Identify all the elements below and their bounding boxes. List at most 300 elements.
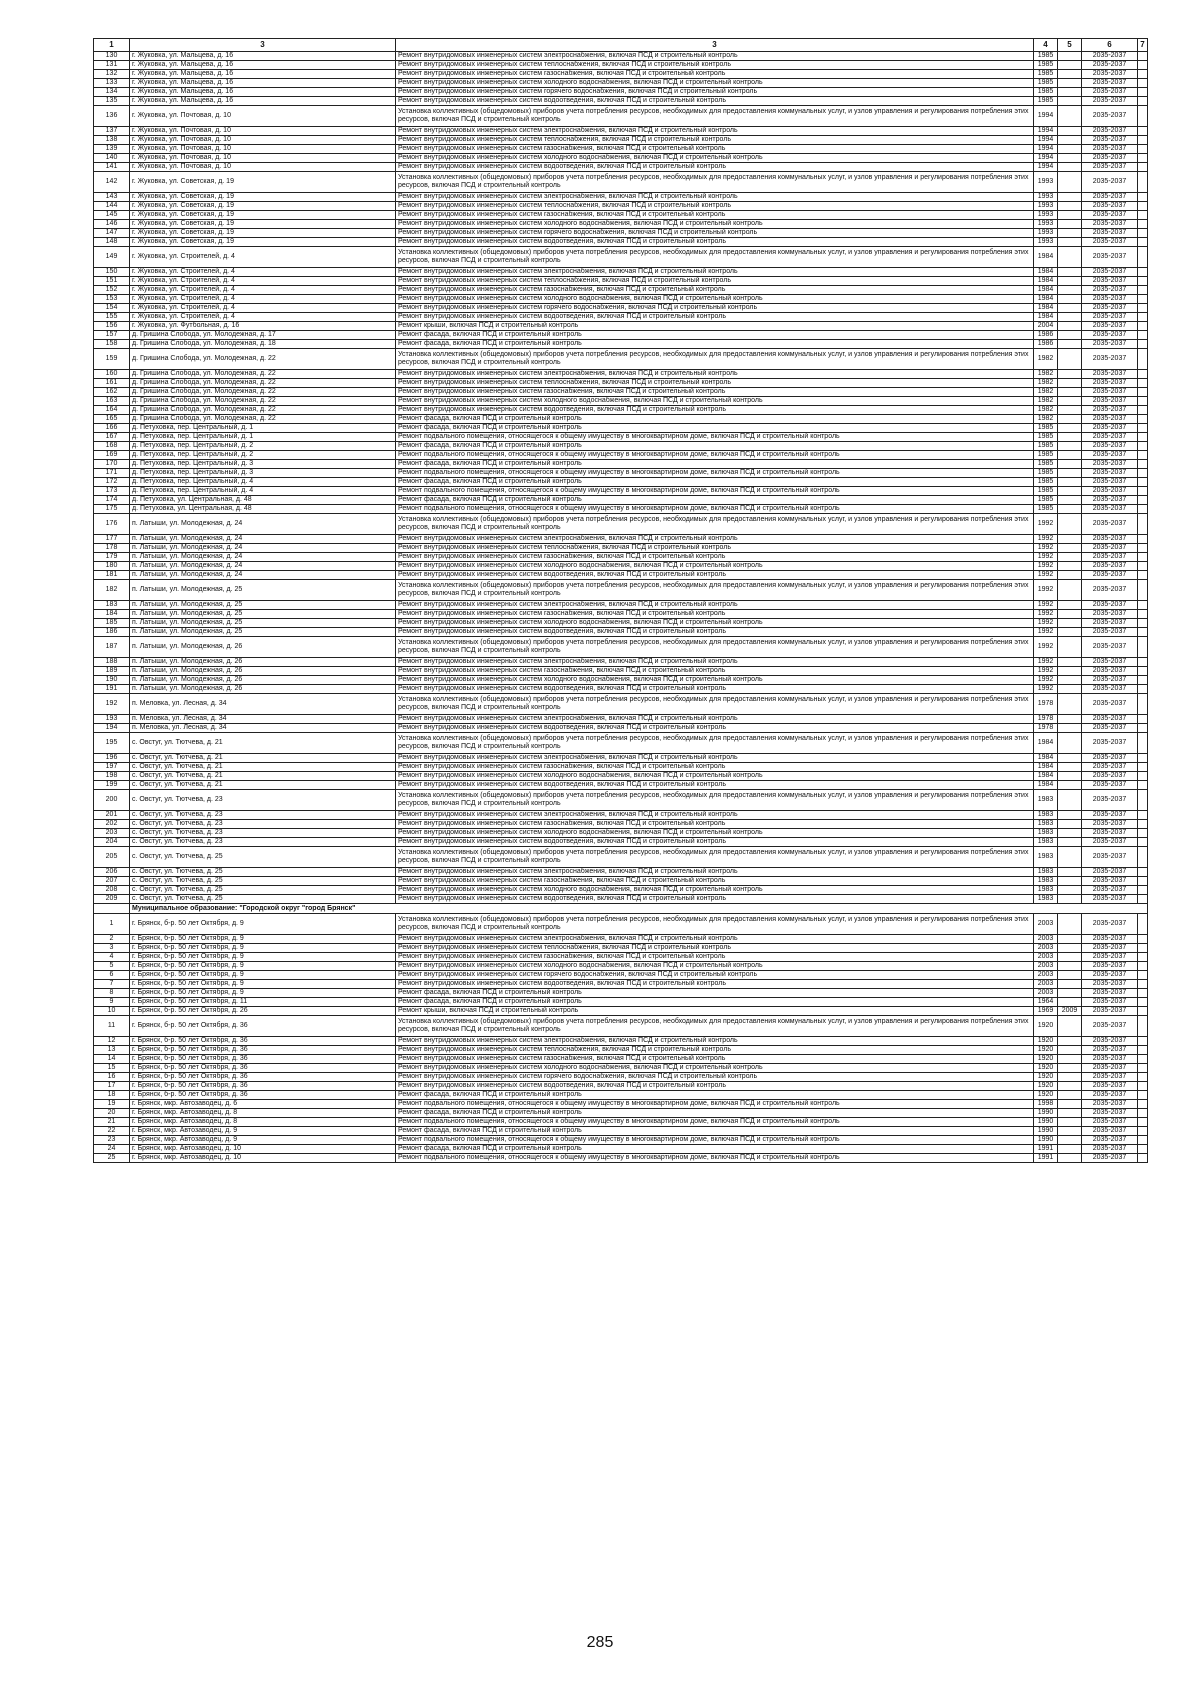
extra-cell bbox=[1138, 487, 1148, 496]
year-built-cell: 1983 bbox=[1034, 847, 1058, 868]
planned-period-cell: 2035-2037 bbox=[1082, 1100, 1138, 1109]
table-row bbox=[94, 1127, 1148, 1136]
work-type-cell: Ремонт внутридомовых инженерных систем водоотведения, включая ПСД и строительный контроль bbox=[396, 781, 1034, 790]
table-row bbox=[94, 953, 1148, 962]
planned-period-cell: 2035-2037 bbox=[1082, 136, 1138, 145]
work-type-cell: Установка коллективных (общедомовых) приборов учета потребления ресурсов, необходимых для предоставления коммунальных услуг, и узлов управления и регулирования потребления этих ресурсов, включая ПСД и строительный контроль bbox=[396, 1016, 1034, 1037]
last-repair-year-cell bbox=[1058, 106, 1082, 127]
planned-period-cell: 2035-2037 bbox=[1082, 451, 1138, 460]
last-repair-year-cell bbox=[1058, 667, 1082, 676]
planned-period-cell: 2035-2037 bbox=[1082, 989, 1138, 998]
extra-cell bbox=[1138, 535, 1148, 544]
last-repair-year-cell bbox=[1058, 247, 1082, 268]
year-built-cell: 1978 bbox=[1034, 715, 1058, 724]
planned-period-cell: 2035-2037 bbox=[1082, 268, 1138, 277]
work-type-cell: Ремонт внутридомовых инженерных систем горячего водоснабжения, включая ПСД и строительный контроль bbox=[396, 1073, 1034, 1082]
table-row bbox=[94, 790, 1148, 811]
extra-cell bbox=[1138, 88, 1148, 97]
planned-period-cell: 2035-2037 bbox=[1082, 953, 1138, 962]
row-number-cell: 177 bbox=[94, 535, 130, 544]
year-built-cell: 1994 bbox=[1034, 136, 1058, 145]
year-built-cell: 1985 bbox=[1034, 424, 1058, 433]
address-cell: п. Латыши, ул. Молодежная, д. 26 bbox=[130, 637, 396, 658]
year-built-cell: 1920 bbox=[1034, 1082, 1058, 1091]
extra-cell bbox=[1138, 313, 1148, 322]
last-repair-year-cell bbox=[1058, 397, 1082, 406]
row-number-cell: 1 bbox=[94, 914, 130, 935]
extra-cell bbox=[1138, 971, 1148, 980]
last-repair-year-cell bbox=[1058, 505, 1082, 514]
work-type-cell: Ремонт внутридомовых инженерных систем водоотведения, включая ПСД и строительный контроль bbox=[396, 838, 1034, 847]
extra-cell bbox=[1138, 424, 1148, 433]
row-number-cell: 16 bbox=[94, 1073, 130, 1082]
row-number-cell: 208 bbox=[94, 886, 130, 895]
extra-cell bbox=[1138, 838, 1148, 847]
last-repair-year-cell bbox=[1058, 415, 1082, 424]
table-row bbox=[94, 829, 1148, 838]
row-number-cell: 144 bbox=[94, 202, 130, 211]
row-number-cell: 141 bbox=[94, 163, 130, 172]
address-cell: г. Жуковка, ул. Строителей, д. 4 bbox=[130, 295, 396, 304]
table-row bbox=[94, 544, 1148, 553]
table-row bbox=[94, 1109, 1148, 1118]
table-row bbox=[94, 340, 1148, 349]
planned-period-cell: 2035-2037 bbox=[1082, 154, 1138, 163]
year-built-cell: 1990 bbox=[1034, 1127, 1058, 1136]
work-type-cell: Ремонт фасада, включая ПСД и строительный контроль bbox=[396, 478, 1034, 487]
planned-period-cell: 2035-2037 bbox=[1082, 163, 1138, 172]
address-cell: с. Овстуг, ул. Тютчева, д. 23 bbox=[130, 811, 396, 820]
year-built-cell: 1984 bbox=[1034, 286, 1058, 295]
planned-period-cell: 2035-2037 bbox=[1082, 763, 1138, 772]
year-built-cell: 1992 bbox=[1034, 610, 1058, 619]
year-built-cell: 1993 bbox=[1034, 238, 1058, 247]
address-cell: г. Брянск, б-р. 50 лет Октября, д. 9 bbox=[130, 971, 396, 980]
year-built-cell: 1984 bbox=[1034, 781, 1058, 790]
work-type-cell: Ремонт внутридомовых инженерных систем холодного водоснабжения, включая ПСД и строительный контроль bbox=[396, 619, 1034, 628]
work-type-cell: Ремонт внутридомовых инженерных систем водоотведения, включая ПСД и строительный контроль bbox=[396, 406, 1034, 415]
year-built-cell: 1982 bbox=[1034, 349, 1058, 370]
year-built-cell: 1985 bbox=[1034, 496, 1058, 505]
row-number-cell: 3 bbox=[94, 944, 130, 953]
address-cell: с. Овстуг, ул. Тютчева, д. 25 bbox=[130, 886, 396, 895]
row-number-cell: 146 bbox=[94, 220, 130, 229]
work-type-cell: Ремонт внутридомовых инженерных систем электроснабжения, включая ПСД и строительный контроль bbox=[396, 715, 1034, 724]
last-repair-year-cell bbox=[1058, 229, 1082, 238]
table-row bbox=[94, 886, 1148, 895]
extra-cell bbox=[1138, 79, 1148, 88]
work-type-cell: Ремонт фасада, включая ПСД и строительный контроль bbox=[396, 331, 1034, 340]
row-number-cell: 168 bbox=[94, 442, 130, 451]
row-number-cell: 22 bbox=[94, 1127, 130, 1136]
extra-cell bbox=[1138, 277, 1148, 286]
year-built-cell: 2003 bbox=[1034, 980, 1058, 989]
extra-cell bbox=[1138, 1154, 1148, 1163]
work-type-cell: Ремонт внутридомовых инженерных систем газоснабжения, включая ПСД и строительный контроль bbox=[396, 667, 1034, 676]
year-built-cell: 1985 bbox=[1034, 478, 1058, 487]
work-type-cell: Ремонт внутридомовых инженерных систем электроснабжения, включая ПСД и строительный контроль bbox=[396, 1037, 1034, 1046]
last-repair-year-cell bbox=[1058, 460, 1082, 469]
row-number-cell: 197 bbox=[94, 763, 130, 772]
last-repair-year-cell bbox=[1058, 193, 1082, 202]
planned-period-cell: 2035-2037 bbox=[1082, 619, 1138, 628]
row-number-cell: 10 bbox=[94, 1007, 130, 1016]
planned-period-cell: 2035-2037 bbox=[1082, 442, 1138, 451]
work-type-cell: Ремонт внутридомовых инженерных систем водоотведения, включая ПСД и строительный контроль bbox=[396, 895, 1034, 904]
work-type-cell: Ремонт фасада, включая ПСД и строительный контроль bbox=[396, 1091, 1034, 1100]
section-title: Муниципальное образование: "Городской округ "город Брянск" bbox=[130, 904, 1148, 914]
planned-period-cell: 2035-2037 bbox=[1082, 980, 1138, 989]
table-row bbox=[94, 601, 1148, 610]
planned-period-cell: 2035-2037 bbox=[1082, 487, 1138, 496]
extra-cell bbox=[1138, 349, 1148, 370]
last-repair-year-cell bbox=[1058, 1118, 1082, 1127]
planned-period-cell: 2035-2037 bbox=[1082, 460, 1138, 469]
planned-period-cell: 2035-2037 bbox=[1082, 895, 1138, 904]
year-built-cell: 1983 bbox=[1034, 820, 1058, 829]
year-built-cell: 1992 bbox=[1034, 580, 1058, 601]
table-row bbox=[94, 980, 1148, 989]
extra-cell bbox=[1138, 340, 1148, 349]
table-row bbox=[94, 1037, 1148, 1046]
table-row bbox=[94, 811, 1148, 820]
address-cell: д. Петуховка, пер. Центральный, д. 3 bbox=[130, 469, 396, 478]
work-type-cell: Ремонт подвального помещения, относящегося к общему имуществу в многоквартирном доме, включая ПСД и строительный контроль bbox=[396, 1118, 1034, 1127]
address-cell: с. Овстуг, ул. Тютчева, д. 23 bbox=[130, 838, 396, 847]
extra-cell bbox=[1138, 442, 1148, 451]
year-built-cell: 1984 bbox=[1034, 772, 1058, 781]
last-repair-year-cell bbox=[1058, 580, 1082, 601]
extra-cell bbox=[1138, 193, 1148, 202]
table-row bbox=[94, 1154, 1148, 1163]
year-built-cell: 1993 bbox=[1034, 220, 1058, 229]
row-number-cell: 25 bbox=[94, 1154, 130, 1163]
address-cell: г. Брянск, б-р. 50 лет Октября, д. 36 bbox=[130, 1091, 396, 1100]
work-type-cell: Ремонт внутридомовых инженерных систем холодного водоснабжения, включая ПСД и строительный контроль bbox=[396, 962, 1034, 971]
year-built-cell: 2003 bbox=[1034, 935, 1058, 944]
planned-period-cell: 2035-2037 bbox=[1082, 1118, 1138, 1127]
address-cell: д. Петуховка, пер. Центральный, д. 3 bbox=[130, 460, 396, 469]
last-repair-year-cell bbox=[1058, 1127, 1082, 1136]
planned-period-cell: 2035-2037 bbox=[1082, 211, 1138, 220]
table-row bbox=[94, 935, 1148, 944]
address-cell: г. Жуковка, ул. Мальцева, д. 16 bbox=[130, 52, 396, 61]
last-repair-year-cell bbox=[1058, 676, 1082, 685]
row-number-cell: 201 bbox=[94, 811, 130, 820]
last-repair-year-cell bbox=[1058, 829, 1082, 838]
planned-period-cell: 2035-2037 bbox=[1082, 820, 1138, 829]
table-row bbox=[94, 1064, 1148, 1073]
extra-cell bbox=[1138, 322, 1148, 331]
last-repair-year-cell bbox=[1058, 553, 1082, 562]
row-number-cell: 190 bbox=[94, 676, 130, 685]
planned-period-cell: 2035-2037 bbox=[1082, 415, 1138, 424]
work-type-cell: Ремонт внутридомовых инженерных систем холодного водоснабжения, включая ПСД и строительный контроль bbox=[396, 829, 1034, 838]
last-repair-year-cell bbox=[1058, 322, 1082, 331]
last-repair-year-cell bbox=[1058, 1016, 1082, 1037]
work-type-cell: Ремонт подвального помещения, относящегося к общему имуществу в многоквартирном доме, включая ПСД и строительный контроль bbox=[396, 505, 1034, 514]
planned-period-cell: 2035-2037 bbox=[1082, 868, 1138, 877]
extra-cell bbox=[1138, 220, 1148, 229]
year-built-cell: 1920 bbox=[1034, 1055, 1058, 1064]
last-repair-year-cell bbox=[1058, 820, 1082, 829]
table-row bbox=[94, 79, 1148, 88]
planned-period-cell: 2035-2037 bbox=[1082, 172, 1138, 193]
extra-cell bbox=[1138, 1073, 1148, 1082]
address-cell: г. Жуковка, ул. Футбольная, д. 16 bbox=[130, 322, 396, 331]
table-row bbox=[94, 658, 1148, 667]
table-row bbox=[94, 877, 1148, 886]
work-type-cell: Установка коллективных (общедомовых) приборов учета потребления ресурсов, необходимых для предоставления коммунальных услуг, и узлов управления и регулирования потребления этих ресурсов, включая ПСД и строительный контроль bbox=[396, 637, 1034, 658]
address-cell: г. Жуковка, ул. Строителей, д. 4 bbox=[130, 268, 396, 277]
last-repair-year-cell bbox=[1058, 535, 1082, 544]
last-repair-year-cell bbox=[1058, 1091, 1082, 1100]
address-cell: г. Жуковка, ул. Мальцева, д. 16 bbox=[130, 70, 396, 79]
work-type-cell: Установка коллективных (общедомовых) приборов учета потребления ресурсов, необходимых для предоставления коммунальных услуг, и узлов управления и регулирования потребления этих ресурсов, включая ПСД и строительный контроль bbox=[396, 514, 1034, 535]
extra-cell bbox=[1138, 415, 1148, 424]
work-type-cell: Ремонт внутридомовых инженерных систем газоснабжения, включая ПСД и строительный контроль bbox=[396, 1055, 1034, 1064]
address-cell: г. Жуковка, ул. Советская, д. 19 bbox=[130, 220, 396, 229]
work-type-cell: Ремонт внутридомовых инженерных систем теплоснабжения, включая ПСД и строительный контроль bbox=[396, 61, 1034, 70]
extra-cell bbox=[1138, 202, 1148, 211]
planned-period-cell: 2035-2037 bbox=[1082, 388, 1138, 397]
planned-period-cell: 2035-2037 bbox=[1082, 790, 1138, 811]
work-type-cell: Установка коллективных (общедомовых) приборов учета потребления ресурсов, необходимых для предоставления коммунальных услуг, и узлов управления и регулирования потребления этих ресурсов, включая ПСД и строительный контроль bbox=[396, 349, 1034, 370]
extra-cell bbox=[1138, 1145, 1148, 1154]
extra-cell bbox=[1138, 580, 1148, 601]
last-repair-year-cell bbox=[1058, 914, 1082, 935]
last-repair-year-cell bbox=[1058, 268, 1082, 277]
work-type-cell: Ремонт фасада, включая ПСД и строительный контроль bbox=[396, 1145, 1034, 1154]
row-number-cell: 156 bbox=[94, 322, 130, 331]
planned-period-cell: 2035-2037 bbox=[1082, 229, 1138, 238]
table-row bbox=[94, 944, 1148, 953]
row-number-cell: 153 bbox=[94, 295, 130, 304]
table-row bbox=[94, 1073, 1148, 1082]
work-type-cell: Ремонт внутридомовых инженерных систем теплоснабжения, включая ПСД и строительный контроль bbox=[396, 202, 1034, 211]
row-number-cell: 179 bbox=[94, 553, 130, 562]
planned-period-cell: 2035-2037 bbox=[1082, 286, 1138, 295]
extra-cell bbox=[1138, 811, 1148, 820]
table-row bbox=[94, 772, 1148, 781]
work-type-cell: Ремонт внутридомовых инженерных систем газоснабжения, включая ПСД и строительный контроль bbox=[396, 763, 1034, 772]
row-number-cell: 136 bbox=[94, 106, 130, 127]
row-number-cell: 181 bbox=[94, 571, 130, 580]
year-built-cell: 1985 bbox=[1034, 487, 1058, 496]
last-repair-year-cell bbox=[1058, 1136, 1082, 1145]
table-row bbox=[94, 1046, 1148, 1055]
row-number-cell: 175 bbox=[94, 505, 130, 514]
row-number-cell: 6 bbox=[94, 971, 130, 980]
header-cell: 3 bbox=[130, 39, 396, 52]
address-cell: д. Петуховка, пер. Центральный, д. 4 bbox=[130, 478, 396, 487]
extra-cell bbox=[1138, 1064, 1148, 1073]
last-repair-year-cell bbox=[1058, 628, 1082, 637]
planned-period-cell: 2035-2037 bbox=[1082, 1016, 1138, 1037]
planned-period-cell: 2035-2037 bbox=[1082, 553, 1138, 562]
last-repair-year-cell bbox=[1058, 52, 1082, 61]
table-row bbox=[94, 61, 1148, 70]
last-repair-year-cell bbox=[1058, 935, 1082, 944]
address-cell: с. Овстуг, ул. Тютчева, д. 25 bbox=[130, 847, 396, 868]
table-row bbox=[94, 820, 1148, 829]
row-number-cell: 157 bbox=[94, 331, 130, 340]
address-cell: г. Брянск, б-р. 50 лет Октября, д. 36 bbox=[130, 1073, 396, 1082]
last-repair-year-cell bbox=[1058, 70, 1082, 79]
row-number-cell: 23 bbox=[94, 1136, 130, 1145]
year-built-cell: 1992 bbox=[1034, 628, 1058, 637]
planned-period-cell: 2035-2037 bbox=[1082, 1145, 1138, 1154]
row-number-cell: 174 bbox=[94, 496, 130, 505]
table-row bbox=[94, 1118, 1148, 1127]
planned-period-cell: 2035-2037 bbox=[1082, 998, 1138, 1007]
extra-cell bbox=[1138, 544, 1148, 553]
year-built-cell: 1985 bbox=[1034, 97, 1058, 106]
address-cell: с. Овстуг, ул. Тютчева, д. 23 bbox=[130, 790, 396, 811]
address-cell: с. Овстуг, ул. Тютчева, д. 23 bbox=[130, 829, 396, 838]
year-built-cell: 1986 bbox=[1034, 340, 1058, 349]
table-row bbox=[94, 914, 1148, 935]
year-built-cell: 1983 bbox=[1034, 790, 1058, 811]
extra-cell bbox=[1138, 331, 1148, 340]
year-built-cell: 2003 bbox=[1034, 962, 1058, 971]
row-number-cell: 200 bbox=[94, 790, 130, 811]
address-cell: г. Жуковка, ул. Советская, д. 19 bbox=[130, 202, 396, 211]
extra-cell bbox=[1138, 286, 1148, 295]
last-repair-year-cell bbox=[1058, 127, 1082, 136]
year-built-cell: 1985 bbox=[1034, 442, 1058, 451]
extra-cell bbox=[1138, 163, 1148, 172]
last-repair-year-cell bbox=[1058, 370, 1082, 379]
address-cell: г. Брянск, мкр. Автозаводец, д. 6 bbox=[130, 1100, 396, 1109]
planned-period-cell: 2035-2037 bbox=[1082, 1037, 1138, 1046]
work-type-cell: Ремонт крыши, включая ПСД и строительный контроль bbox=[396, 322, 1034, 331]
last-repair-year-cell bbox=[1058, 97, 1082, 106]
planned-period-cell: 2035-2037 bbox=[1082, 580, 1138, 601]
work-type-cell: Ремонт внутридомовых инженерных систем холодного водоснабжения, включая ПСД и строительный контроль bbox=[396, 772, 1034, 781]
extra-cell bbox=[1138, 658, 1148, 667]
row-number-cell: 164 bbox=[94, 406, 130, 415]
table-row bbox=[94, 1016, 1148, 1037]
table-row bbox=[94, 838, 1148, 847]
year-built-cell: 1982 bbox=[1034, 415, 1058, 424]
year-built-cell: 1992 bbox=[1034, 601, 1058, 610]
row-number-cell: 145 bbox=[94, 211, 130, 220]
extra-cell bbox=[1138, 877, 1148, 886]
extra-cell bbox=[1138, 1091, 1148, 1100]
work-type-cell: Ремонт подвального помещения, относящегося к общему имуществу в многоквартирном доме, включая ПСД и строительный контроль bbox=[396, 469, 1034, 478]
table-row bbox=[94, 304, 1148, 313]
row-number-cell: 5 bbox=[94, 962, 130, 971]
last-repair-year-cell bbox=[1058, 562, 1082, 571]
table-row bbox=[94, 247, 1148, 268]
last-repair-year-cell bbox=[1058, 685, 1082, 694]
address-cell: с. Овстуг, ул. Тютчева, д. 21 bbox=[130, 754, 396, 763]
planned-period-cell: 2035-2037 bbox=[1082, 772, 1138, 781]
planned-period-cell: 2035-2037 bbox=[1082, 847, 1138, 868]
planned-period-cell: 2035-2037 bbox=[1082, 70, 1138, 79]
table-row bbox=[94, 553, 1148, 562]
address-cell: д. Гришина Слобода, ул. Молодежная, д. 22 bbox=[130, 379, 396, 388]
extra-cell bbox=[1138, 514, 1148, 535]
year-built-cell: 1964 bbox=[1034, 998, 1058, 1007]
planned-period-cell: 2035-2037 bbox=[1082, 838, 1138, 847]
address-cell: д. Гришина Слобода, ул. Молодежная, д. 18 bbox=[130, 340, 396, 349]
year-built-cell: 1984 bbox=[1034, 295, 1058, 304]
planned-period-cell: 2035-2037 bbox=[1082, 667, 1138, 676]
table-row bbox=[94, 628, 1148, 637]
row-number-cell: 194 bbox=[94, 724, 130, 733]
address-cell: г. Брянск, мкр. Автозаводец, д. 10 bbox=[130, 1145, 396, 1154]
last-repair-year-cell bbox=[1058, 658, 1082, 667]
address-cell: п. Латыши, ул. Молодежная, д. 24 bbox=[130, 571, 396, 580]
extra-cell bbox=[1138, 238, 1148, 247]
work-type-cell: Ремонт внутридомовых инженерных систем водоотведения, включая ПСД и строительный контроль bbox=[396, 628, 1034, 637]
extra-cell bbox=[1138, 1055, 1148, 1064]
extra-cell bbox=[1138, 370, 1148, 379]
extra-cell bbox=[1138, 895, 1148, 904]
planned-period-cell: 2035-2037 bbox=[1082, 340, 1138, 349]
last-repair-year-cell bbox=[1058, 571, 1082, 580]
year-built-cell: 1920 bbox=[1034, 1064, 1058, 1073]
last-repair-year-cell bbox=[1058, 424, 1082, 433]
planned-period-cell: 2035-2037 bbox=[1082, 322, 1138, 331]
year-built-cell: 1985 bbox=[1034, 52, 1058, 61]
work-type-cell: Ремонт внутридомовых инженерных систем электроснабжения, включая ПСД и строительный контроль bbox=[396, 935, 1034, 944]
extra-cell bbox=[1138, 953, 1148, 962]
year-built-cell: 1992 bbox=[1034, 667, 1058, 676]
extra-cell bbox=[1138, 70, 1148, 79]
address-cell: с. Овстуг, ул. Тютчева, д. 25 bbox=[130, 877, 396, 886]
planned-period-cell: 2035-2037 bbox=[1082, 1055, 1138, 1064]
planned-period-cell: 2035-2037 bbox=[1082, 61, 1138, 70]
year-built-cell: 1993 bbox=[1034, 211, 1058, 220]
planned-period-cell: 2035-2037 bbox=[1082, 304, 1138, 313]
table-row bbox=[94, 277, 1148, 286]
address-cell: г. Жуковка, ул. Строителей, д. 4 bbox=[130, 313, 396, 322]
work-type-cell: Ремонт внутридомовых инженерных систем теплоснабжения, включая ПСД и строительный контроль bbox=[396, 1046, 1034, 1055]
extra-cell bbox=[1138, 469, 1148, 478]
planned-period-cell: 2035-2037 bbox=[1082, 877, 1138, 886]
row-number-cell: 143 bbox=[94, 193, 130, 202]
address-cell: д. Гришина Слобода, ул. Молодежная, д. 22 bbox=[130, 406, 396, 415]
last-repair-year-cell bbox=[1058, 304, 1082, 313]
extra-cell bbox=[1138, 619, 1148, 628]
work-type-cell: Установка коллективных (общедомовых) приборов учета потребления ресурсов, необходимых для предоставления коммунальных услуг, и узлов управления и регулирования потребления этих ресурсов, включая ПСД и строительный контроль bbox=[396, 790, 1034, 811]
row-number-cell: 166 bbox=[94, 424, 130, 433]
year-built-cell: 1994 bbox=[1034, 163, 1058, 172]
year-built-cell: 1984 bbox=[1034, 304, 1058, 313]
table-row bbox=[94, 406, 1148, 415]
last-repair-year-cell bbox=[1058, 313, 1082, 322]
work-type-cell: Установка коллективных (общедомовых) приборов учета потребления ресурсов, необходимых для предоставления коммунальных услуг, и узлов управления и регулирования потребления этих ресурсов, включая ПСД и строительный контроль bbox=[396, 172, 1034, 193]
work-type-cell: Ремонт фасада, включая ПСД и строительный контроль bbox=[396, 1127, 1034, 1136]
row-number-cell: 195 bbox=[94, 733, 130, 754]
last-repair-year-cell bbox=[1058, 610, 1082, 619]
year-built-cell: 1985 bbox=[1034, 505, 1058, 514]
extra-cell bbox=[1138, 715, 1148, 724]
planned-period-cell: 2035-2037 bbox=[1082, 424, 1138, 433]
work-type-cell: Ремонт крыши, включая ПСД и строительный контроль bbox=[396, 1007, 1034, 1016]
work-type-cell: Ремонт внутридомовых инженерных систем холодного водоснабжения, включая ПСД и строительный контроль bbox=[396, 1064, 1034, 1073]
last-repair-year-cell bbox=[1058, 136, 1082, 145]
table-row bbox=[94, 442, 1148, 451]
address-cell: г. Жуковка, ул. Мальцева, д. 16 bbox=[130, 88, 396, 97]
address-cell: г. Жуковка, ул. Мальцева, д. 16 bbox=[130, 79, 396, 88]
year-built-cell: 1982 bbox=[1034, 388, 1058, 397]
last-repair-year-cell bbox=[1058, 601, 1082, 610]
address-cell: г. Брянск, б-р. 50 лет Октября, д. 9 bbox=[130, 989, 396, 998]
